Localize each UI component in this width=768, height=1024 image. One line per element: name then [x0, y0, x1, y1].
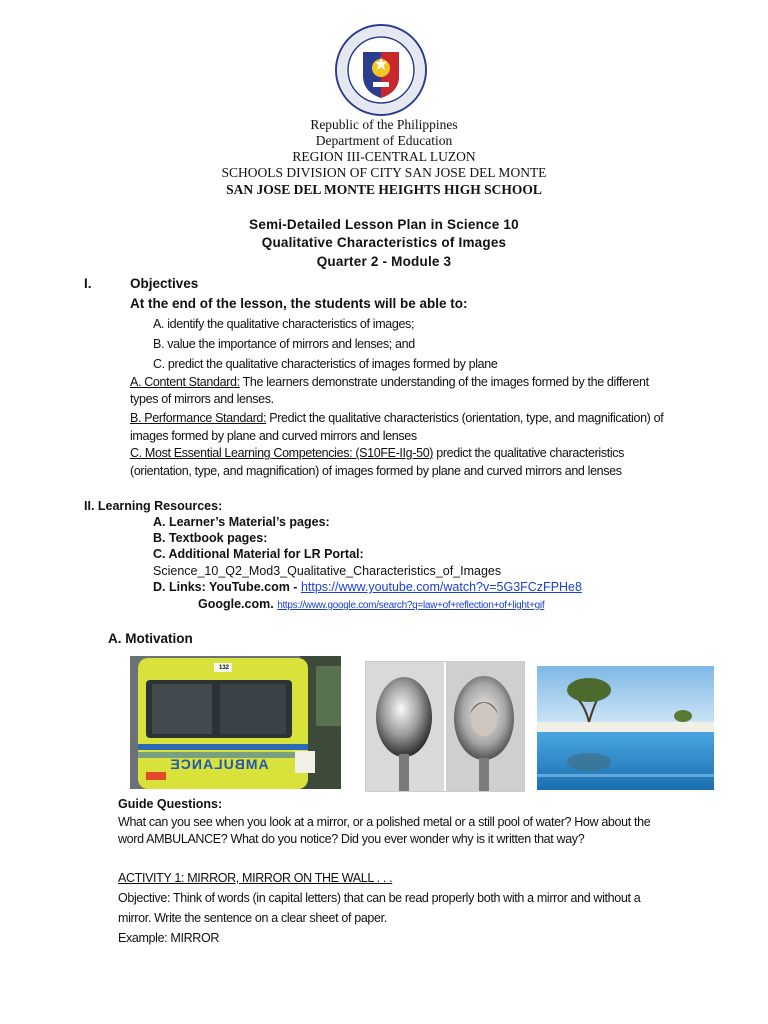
ambulance-mirror-text: AMBULANCE	[169, 756, 269, 772]
guide-heading: Guide Questions:	[118, 797, 223, 811]
content-standard-label: A. Content Standard:	[130, 375, 240, 389]
lesson-topic: Qualitative Characteristics of Images	[261, 235, 507, 250]
resource-tb: B. Textbook pages:	[153, 531, 268, 545]
objective-item: A. identify the qualitative characteristics of images;	[153, 317, 415, 331]
lesson-quarter: Quarter 2 - Module 3	[316, 254, 452, 269]
activity-objective-cont: mirror. Write the sentence on a clear sheet of paper.	[118, 911, 387, 925]
guide-line2: word AMBULANCE? What do you notice? Did you ever wonder why is it written that way?	[118, 832, 585, 846]
melc: C. Most Essential Learning Competencies: (S10FE-IIg-50) predict the qualitative characteristics	[130, 446, 625, 460]
resource-lm: A. Learner’s Material’s pages:	[153, 515, 330, 529]
content-standard: A. Content Standard: The learners demonstrate understanding of the images formed by the different	[130, 375, 649, 389]
lesson-title: Semi-Detailed Lesson Plan in Science 10	[249, 217, 519, 232]
header-region: REGION III-CENTRAL LUZON	[292, 149, 476, 164]
performance-standard: B. Performance Standard: Predict the qualitative characteristics (orientation, type, and magnification) of	[130, 411, 664, 425]
section-numeral-1: I.	[84, 276, 92, 291]
objective-item: C. predict the qualitative characteristics of images formed by plane	[153, 357, 498, 371]
performance-standard-label: B. Performance Standard:	[130, 411, 267, 425]
deped-seal	[335, 24, 427, 116]
objectives-intro: At the end of the lesson, the students will be able to:	[130, 296, 468, 311]
resource-am-value: Science_10_Q2_Mod3_Qualitative_Characteristics_of_Images	[153, 564, 502, 578]
activity-objective: Objective: Think of words (in capital letters) that can be read properly both with a mirror and without a	[118, 891, 641, 905]
resource-google: Google.com. https://www.google.com/search?q=law+of+reflection+of+light+gif	[198, 597, 545, 611]
header-department: Department of Education	[315, 133, 453, 148]
activity-example: Example: MIRROR	[118, 931, 220, 945]
bus-number: 132	[218, 665, 229, 671]
motivation-heading: A. Motivation	[108, 631, 193, 646]
pool-reflection-image	[537, 666, 714, 790]
resource-am: C. Additional Material for LR Portal:	[153, 547, 364, 561]
resources-heading: II. Learning Resources:	[84, 499, 223, 513]
header-division: SCHOOLS DIVISION OF CITY SAN JOSE DEL MONTE	[221, 165, 547, 180]
performance-standard-cont: images formed by plane and curved mirrors and lenses	[130, 429, 417, 443]
activity-title: ACTIVITY 1: MIRROR, MIRROR ON THE WALL . . .	[118, 871, 393, 885]
melc-label: C. Most Essential Learning Competencies: (S10FE-IIg-50)	[130, 446, 434, 460]
header-republic: Republic of the Philippines	[310, 117, 458, 132]
spoon-reflection-image	[365, 661, 525, 792]
objective-item: B. value the importance of mirrors and lenses; and	[153, 337, 415, 351]
melc-cont: (orientation, type, and magnification) of images formed by plane and curved mirrors and lenses	[130, 464, 622, 478]
ambulance-image	[130, 656, 341, 789]
youtube-link[interactable]: https://www.youtube.com/watch?v=5G3FCzFPHe8	[300, 580, 582, 594]
objectives-heading: Objectives	[130, 276, 199, 291]
header-school: SAN JOSE DEL MONTE HEIGHTS HIGH SCHOOL	[226, 182, 542, 197]
resource-links: D. Links: YouTube.com - https://www.youtube.com/watch?v=5G3FCzFPHe8	[153, 580, 582, 594]
google-link[interactable]: https://www.google.com/search?q=law+of+reflection+of+light+gif	[277, 600, 545, 611]
content-standard-cont: types of mirrors and lenses.	[130, 392, 274, 406]
guide-line1: What can you see when you look at a mirror, or a polished metal or a still pool of water? How about the	[118, 815, 651, 829]
